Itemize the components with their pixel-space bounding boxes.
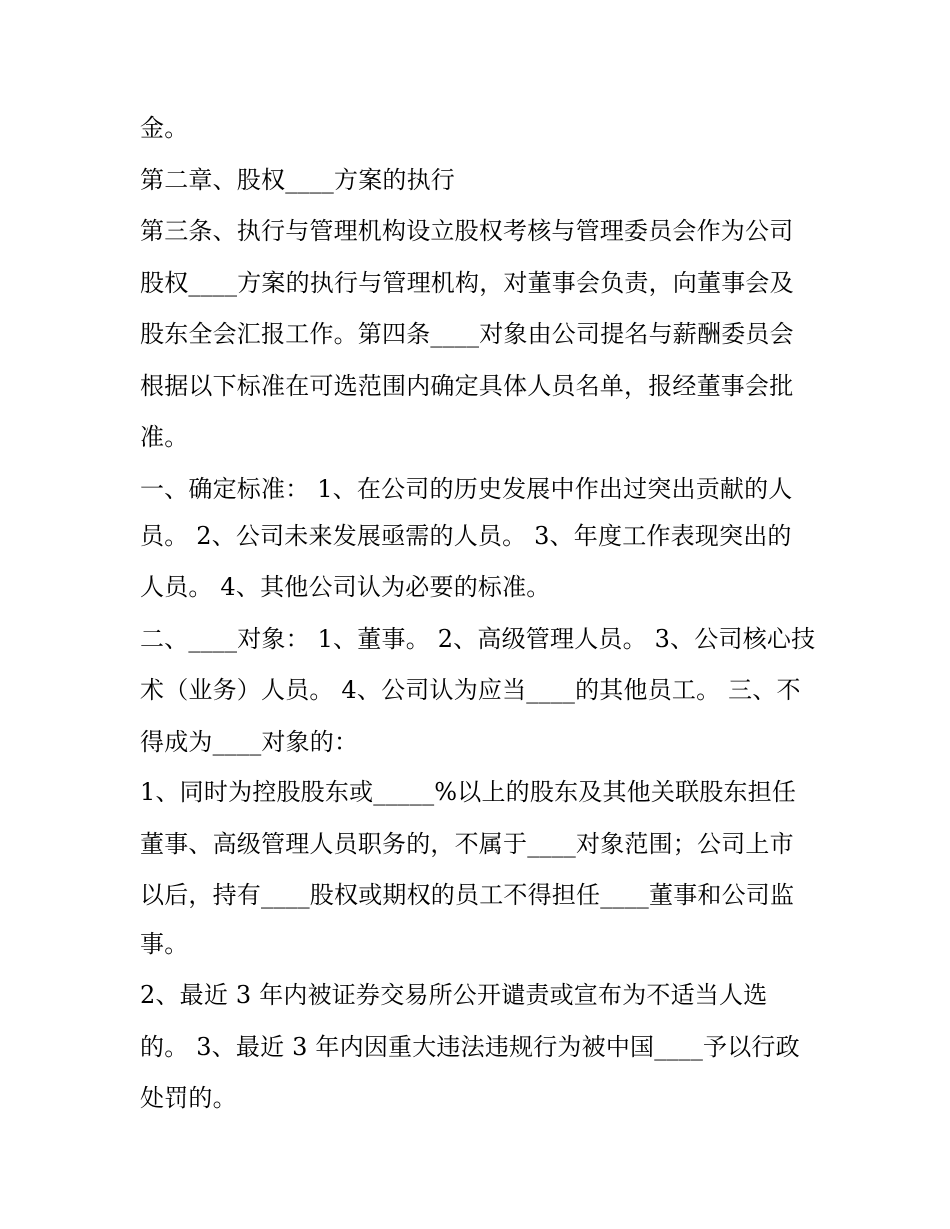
text-line: 根据以下标准在可选范围内确定具体人员名单，报经董事会批	[140, 372, 794, 400]
text-line: 董事、高级管理人员职务的，不属于____对象范围；公司上市	[140, 830, 794, 858]
text-line: 以后，持有____股权或期权的员工不得担任____董事和公司监	[140, 881, 795, 909]
text-line: 2、最近 3 年内被证券交易所公开谴责或宣布为不适当人选	[140, 981, 768, 1009]
text-line: 得成为____对象的：	[140, 728, 359, 756]
text-line: 股东全会汇报工作。第四条____对象由公司提名与薪酬委员会	[140, 320, 794, 348]
text-line: 员。 2、公司未来发展亟需的人员。 3、年度工作表现突出的	[140, 522, 792, 550]
text-line: 事。	[140, 930, 189, 958]
text-line: 处罚的。	[140, 1084, 237, 1112]
chapter-heading: 第二章、股权____方案的执行	[140, 166, 455, 194]
text-line: 金。	[140, 114, 189, 142]
text-line: 第三条、执行与管理机构设立股权考核与管理委员会作为公司	[140, 217, 794, 245]
text-line: 人员。 4、其他公司认为必要的标准。	[140, 573, 551, 601]
text-line: 二、____对象： 1、董事。 2、高级管理人员。 3、公司核心技	[140, 625, 816, 653]
text-line: 股权____方案的执行与管理机构，对董事会负责，向董事会及	[140, 269, 794, 297]
text-line: 1、同时为控股股东或_____%以上的股东及其他关联股东担任	[140, 778, 797, 806]
text-line: 的。 3、最近 3 年内因重大违法违规行为被中国____予以行政	[140, 1033, 800, 1061]
text-line: 一、确定标准： 1、在公司的历史发展中作出过突出贡献的人	[140, 475, 793, 503]
text-line: 准。	[140, 423, 189, 451]
text-line: 术（业务）人员。 4、公司认为应当____的其他员工。 三、不	[140, 676, 801, 704]
